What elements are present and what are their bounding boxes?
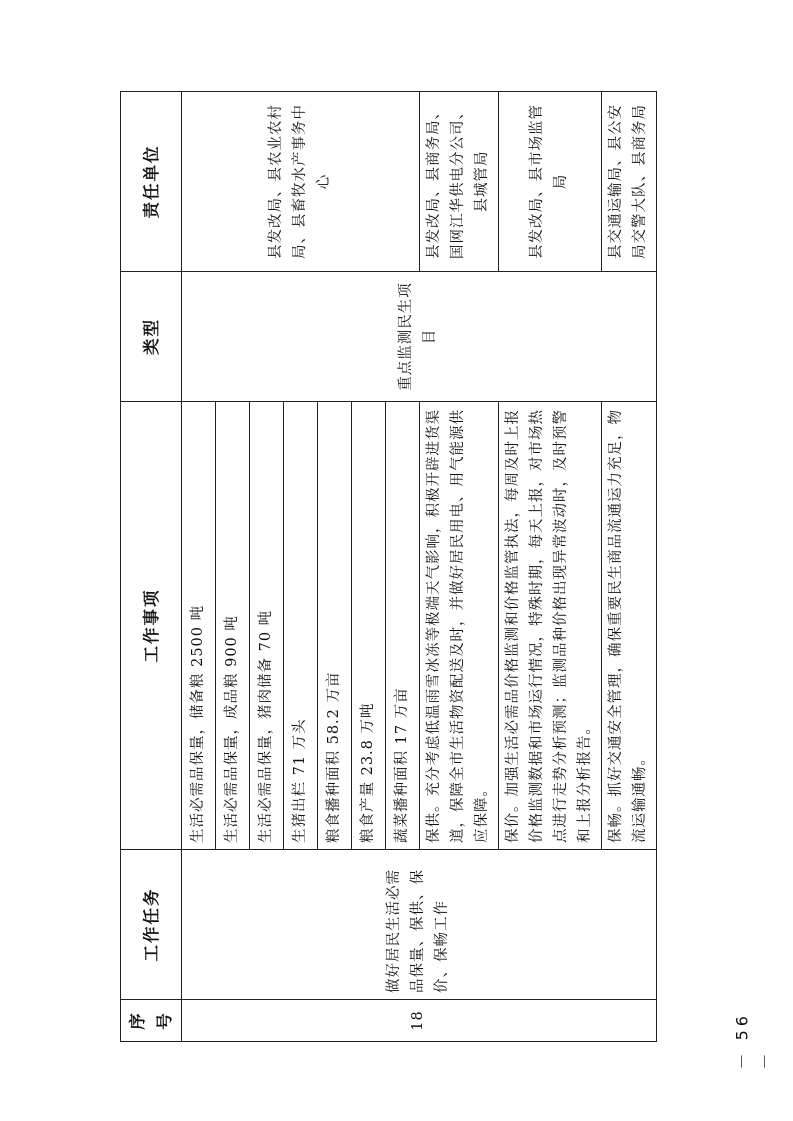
item-3: 生猪出栏 71 万头 — [284, 402, 318, 850]
row-number: 18 — [182, 1000, 656, 1042]
header-item: 工作事项 — [121, 402, 182, 850]
item-6: 蔬菜播种面积 17 万亩 — [386, 402, 420, 850]
page-number: － 56 － — [732, 1012, 775, 1070]
item-0: 生活必需品保量，储备粮 2500 吨 — [182, 402, 216, 850]
header-row — [121, 92, 182, 1042]
item-9: 保畅。抓好交通安全管理，确保重要民生商品流通运力充足，物流运输通畅。 — [601, 402, 656, 850]
header-dept: 责任单位 — [121, 92, 182, 272]
item-5: 粮食产量 23.8 万吨 — [352, 402, 386, 850]
item-7: 保供。充分考虑低温雨雪冰冻等极端天气影响，积极开辟进货渠道，保障全市生活物资配送及时，并做好居民用电、用气能源供应保障。 — [420, 402, 499, 850]
item-4: 粮食播种面积 58.2 万亩 — [318, 402, 352, 850]
dept-supply: 县发改局、县商务局、国网江华供电分公司、县城管局 — [420, 92, 499, 272]
row-task: 做好居民生活必需品保量、保供、保价、保畅工作 — [182, 850, 656, 1000]
work-task-table — [120, 91, 657, 1042]
header-task: 工作任务 — [121, 850, 182, 1000]
rotated-table-wrapper — [120, 92, 648, 1042]
item-2: 生活必需品保量，猪肉储备 70 吨 — [250, 402, 284, 850]
table-row — [182, 92, 216, 1042]
header-no: 序号 — [121, 1000, 182, 1042]
row-type: 重点监测民生项目 — [182, 272, 656, 402]
header-type: 类型 — [121, 272, 182, 402]
item-8: 保价。加强生活必需品价格监测和价格监管执法，每周及时上报价格监测数据和市场运行情况，特殊时期，每天上报，对市场热点进行走势分析预测；监测品种价格出现异常波动时，及时预警和上报分析报告。 — [499, 402, 602, 850]
dept-produce: 县发改局、县农业农村局、县畜牧水产事务中心 — [182, 92, 420, 272]
item-1: 生活必需品保量，成品粮 900 吨 — [216, 402, 250, 850]
dept-price: 县发改局、县市场监管局 — [499, 92, 602, 272]
dept-transport: 县交通运输局、县公安局交警大队、县商务局 — [601, 92, 656, 272]
